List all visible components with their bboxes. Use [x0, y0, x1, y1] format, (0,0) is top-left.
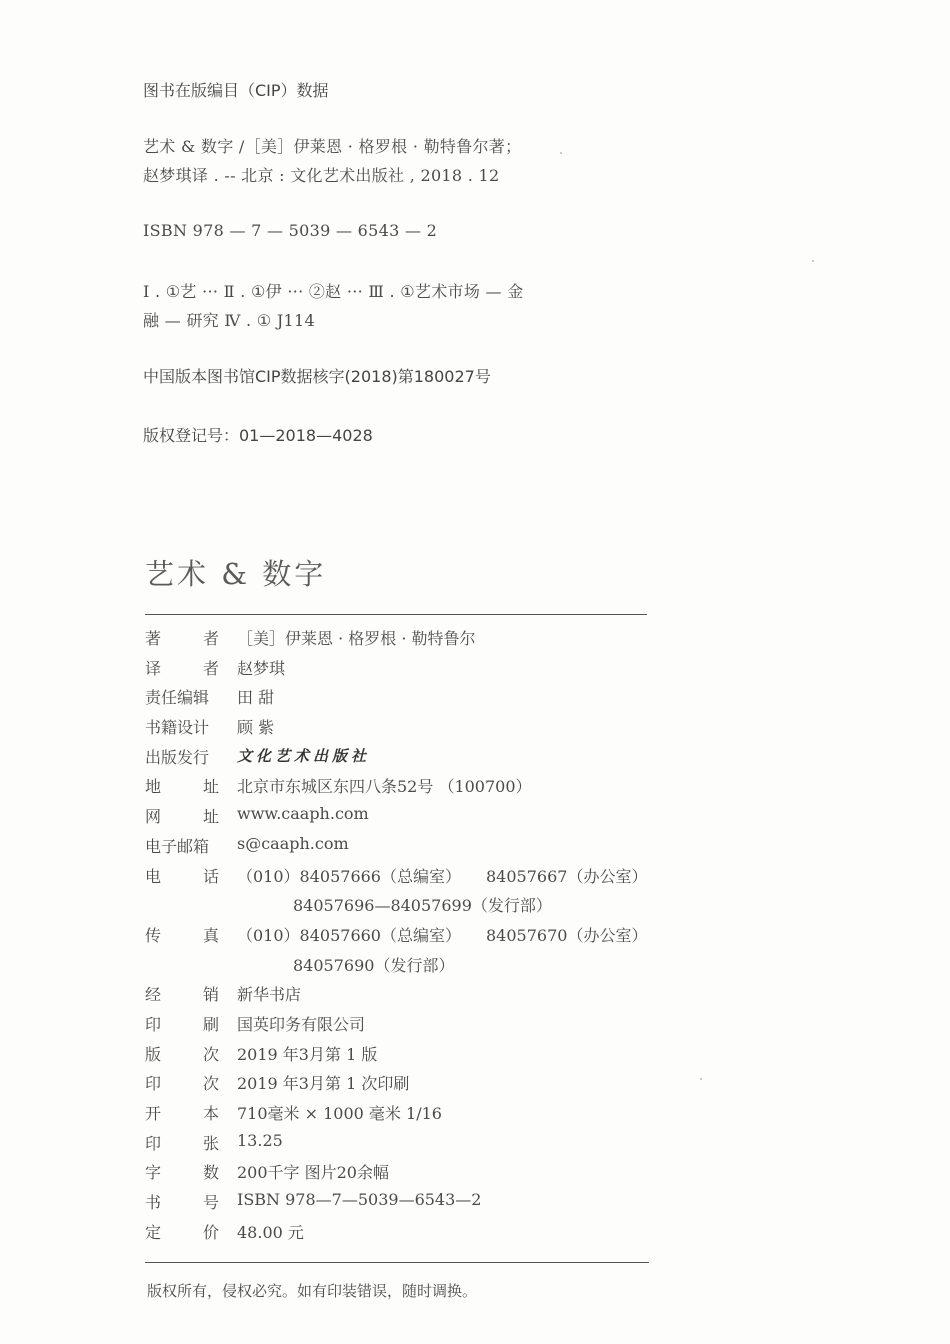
info-value: 200千字 图片20余幅: [237, 1163, 389, 1183]
info-row-website: [145, 804, 665, 834]
info-row-fax-continued: [145, 953, 665, 983]
info-row-sheets: [145, 1131, 665, 1161]
publisher-seal: 文化艺术出版社: [237, 746, 371, 765]
info-value-secondary: 84057670（办公室）: [486, 925, 648, 945]
info-row-translator: [145, 656, 665, 686]
info-value: 新华书店: [237, 985, 302, 1005]
info-row-fax: [145, 923, 665, 953]
info-row-isbn: [145, 1190, 665, 1220]
info-value: 710毫米 × 1000 毫米 1/16: [237, 1104, 442, 1123]
info-label: 传 真: [145, 925, 219, 945]
cip-classification-line-2: 融 — 研究 Ⅳ . ① J114: [143, 311, 315, 330]
info-label: 地 址: [145, 777, 219, 797]
cip-isbn-line: ISBN 978 — 7 — 5039 — 6543 — 2: [143, 221, 438, 240]
info-label: 译 者: [145, 658, 219, 678]
info-label: 印 张: [145, 1133, 219, 1153]
info-value: 赵梦琪: [237, 658, 286, 678]
footer-divider: [145, 1262, 649, 1263]
info-value: s@caaph.com: [237, 833, 349, 853]
info-row-price: [145, 1220, 665, 1250]
title-divider: [145, 614, 647, 615]
info-row-editor: [145, 685, 665, 715]
info-row-design: [145, 715, 665, 745]
copyright-registration: 版权登记号：01—2018—4028: [143, 426, 373, 445]
cip-heading: 图书在版编目（CIP）数据: [143, 81, 329, 100]
publication-info: [145, 626, 665, 1249]
info-row-address: [145, 774, 665, 804]
info-label: 经 销: [145, 985, 219, 1005]
info-value: 13.25: [237, 1130, 283, 1150]
info-label: 书 号: [145, 1193, 219, 1213]
paper-speck: [700, 1078, 702, 1080]
info-value: （010）84057666（总编室）: [237, 866, 461, 886]
info-value: （010）84057660（总编室）: [237, 925, 461, 945]
copyright-notice: 版权所有，侵权必究。如有印装错误，随时调换。: [147, 1282, 478, 1300]
book-title: 艺术 & 数字: [145, 557, 327, 591]
info-label: 责任编辑: [145, 688, 210, 708]
info-row-author: [145, 626, 665, 656]
info-label: 书籍设计: [145, 718, 210, 738]
info-value: 2019 年3月第 1 版: [237, 1044, 378, 1064]
info-row-edition: [145, 1042, 665, 1072]
info-label: 定 价: [145, 1222, 219, 1242]
info-label: 著 者: [145, 629, 219, 648]
info-label: 出版发行: [145, 747, 210, 767]
cip-publisher-line: 赵梦琪译 . -- 北京 : 文化艺术出版社 , 2018 . 12: [143, 166, 500, 185]
info-value: 田 甜: [237, 688, 275, 708]
info-value-secondary: 84057667（办公室）: [486, 866, 648, 886]
cip-title-line: 艺术 & 数字 /［美］伊莱恩 · 格罗根 · 勒特鲁尔著；: [143, 137, 522, 156]
info-value: www.caaph.com: [237, 804, 369, 824]
info-value: 48.00 元: [237, 1222, 304, 1242]
info-label: 印 次: [145, 1074, 219, 1094]
cip-library-number: 中国版本图书馆CIP数据核字(2018)第180027号: [143, 367, 491, 386]
info-row-printer: [145, 1012, 665, 1042]
info-value: ISBN 978—7—5039—6543—2: [237, 1190, 482, 1210]
paper-speck: [560, 152, 562, 154]
info-label: 版 次: [145, 1044, 219, 1064]
info-row-printing: [145, 1071, 665, 1101]
info-row-format: [145, 1101, 665, 1131]
info-value: 国英印务有限公司: [237, 1014, 366, 1034]
info-label: 字 数: [145, 1163, 219, 1183]
info-row-phone-continued: [145, 893, 665, 923]
info-value: ［美］伊莱恩 · 格罗根 · 勒特鲁尔: [237, 629, 476, 648]
info-label: 电子邮箱: [145, 836, 210, 856]
info-row-distributor: [145, 982, 665, 1012]
info-value: 2019 年3月第 1 次印刷: [237, 1074, 410, 1094]
info-value: 84057690（发行部）: [293, 955, 455, 975]
paper-speck: [812, 260, 814, 262]
info-label: 网 址: [145, 807, 219, 827]
info-row-phone: [145, 864, 665, 894]
info-value: 84057696—84057699（发行部）: [293, 896, 552, 916]
info-row-email: [145, 834, 665, 864]
info-value: 顾 紫: [237, 718, 275, 738]
info-value: 北京市东城区东四八条52号 （100700）: [237, 777, 532, 797]
info-label: 印 刷: [145, 1014, 219, 1034]
info-label: 开 本: [145, 1104, 219, 1123]
info-row-publisher: [145, 745, 665, 775]
info-row-word-count: [145, 1160, 665, 1190]
info-label: 电 话: [145, 866, 219, 886]
cip-classification-line-1: Ⅰ . ①艺 ··· Ⅱ . ①伊 ··· ②赵 ··· Ⅲ . ①艺术市场 — 金: [143, 282, 524, 301]
